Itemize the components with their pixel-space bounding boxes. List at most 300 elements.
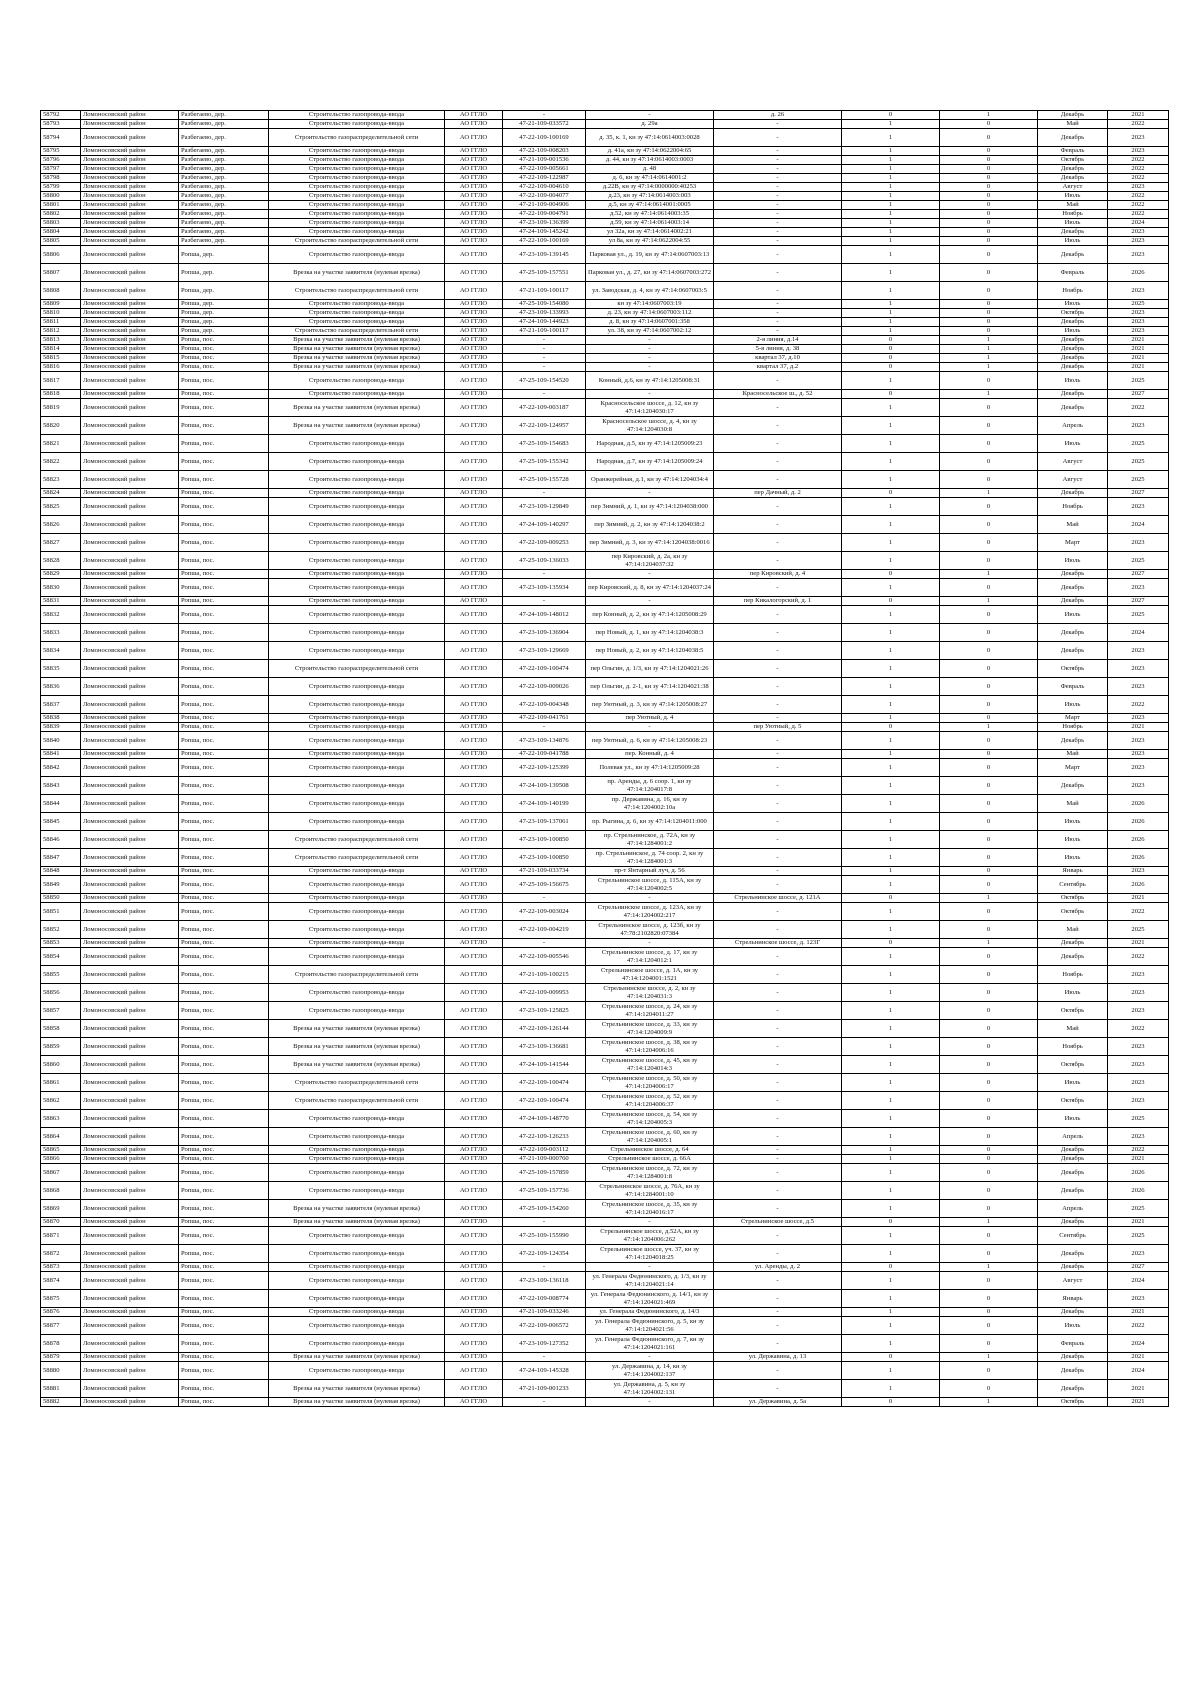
month-cell: Декабрь [1038, 1164, 1108, 1182]
target-address-cell: - [714, 1164, 842, 1182]
year-cell: 2021 [1108, 894, 1169, 903]
table-row [41, 696, 1169, 714]
contract-number-cell: 47-25-109-155728 [503, 471, 586, 489]
table-body [41, 111, 1169, 1407]
work-type-cell: Строительство газопровода-ввода [269, 795, 445, 813]
target-address-cell: Стрельнинское шоссе, д. 123Г [714, 939, 842, 948]
cadastral-address-cell: - [586, 345, 714, 354]
organization-cell: АО ГГЛО [445, 948, 503, 966]
work-type-cell: Строительство газопровода-ввода [269, 1164, 445, 1182]
target-address-cell: д. 26 [714, 111, 842, 120]
work-type-cell: Врезка на участке заявителя (нулевая врезка) [269, 354, 445, 363]
organization-cell: АО ГГЛО [445, 1272, 503, 1290]
contract-number-cell: - [503, 939, 586, 948]
target-address-cell: - [714, 120, 842, 129]
target-address-cell: - [714, 867, 842, 876]
target-address-cell: - [714, 984, 842, 1002]
month-cell: Ноябрь [1038, 210, 1108, 219]
cadastral-address-cell: Стрельнинское шоссе, д. 35, кн зу 47:14:1204016:17 [586, 1200, 714, 1218]
connected-count-cell: 1 [842, 984, 940, 1002]
contract-number-cell: 47-22-109-125399 [503, 759, 586, 777]
year-cell: 2026 [1108, 849, 1169, 867]
month-cell: Февраль [1038, 1335, 1108, 1353]
row-number-cell: 58863 [41, 1110, 81, 1128]
settlement-cell: Ропша, пос. [179, 750, 269, 759]
district-cell: Ломоносовский район [81, 1110, 179, 1128]
row-number-cell: 58825 [41, 498, 81, 516]
organization-cell: АО ГГЛО [445, 489, 503, 498]
cadastral-address-cell: пер Ольгин, д. 1/3, кн зу 47:14:1204021:26 [586, 660, 714, 678]
organization-cell: АО ГГЛО [445, 903, 503, 921]
month-cell: Ноябрь [1038, 498, 1108, 516]
row-number-cell: 58879 [41, 1353, 81, 1362]
planned-count-cell: 0 [940, 327, 1038, 336]
work-type-cell: Врезка на участке заявителя (нулевая врезка) [269, 264, 445, 282]
organization-cell: АО ГГЛО [445, 624, 503, 642]
month-cell: Октябрь [1038, 894, 1108, 903]
row-number-cell: 58858 [41, 1020, 81, 1038]
settlement-cell: Ропша, пос. [179, 1146, 269, 1155]
contract-number-cell: 47-22-109-009253 [503, 534, 586, 552]
connected-count-cell: 1 [842, 1362, 940, 1380]
year-cell: 2026 [1108, 1182, 1169, 1200]
contract-number-cell: 47-21-109-004906 [503, 201, 586, 210]
district-cell: Ломоносовский район [81, 921, 179, 939]
settlement-cell: Ропша, пос. [179, 516, 269, 534]
year-cell: 2023 [1108, 327, 1169, 336]
table-row [41, 624, 1169, 642]
year-cell: 2022 [1108, 1020, 1169, 1038]
organization-cell: АО ГГЛО [445, 435, 503, 453]
contract-number-cell: 47-23-109-129849 [503, 498, 586, 516]
work-type-cell: Строительство газораспределительной сети [269, 1074, 445, 1092]
planned-count-cell: 1 [940, 345, 1038, 354]
row-number-cell: 58847 [41, 849, 81, 867]
row-number-cell: 58811 [41, 318, 81, 327]
connected-count-cell: 1 [842, 876, 940, 894]
year-cell: 2021 [1108, 111, 1169, 120]
settlement-cell: Ропша, пос. [179, 1020, 269, 1038]
cadastral-address-cell: Полевая ул., кн зу 47:14:1205009:28 [586, 759, 714, 777]
work-type-cell: Строительство газораспределительной сети [269, 849, 445, 867]
table-row [41, 795, 1169, 813]
planned-count-cell: 0 [940, 876, 1038, 894]
organization-cell: АО ГГЛО [445, 1128, 503, 1146]
district-cell: Ломоносовский район [81, 156, 179, 165]
planned-count-cell: 0 [940, 984, 1038, 1002]
district-cell: Ломоносовский район [81, 867, 179, 876]
contract-number-cell: 47-23-109-127352 [503, 1335, 586, 1353]
target-address-cell: - [714, 813, 842, 831]
planned-count-cell: 0 [940, 777, 1038, 795]
district-cell: Ломоносовский район [81, 894, 179, 903]
month-cell: Декабрь [1038, 570, 1108, 579]
month-cell: Октябрь [1038, 903, 1108, 921]
year-cell: 2022 [1108, 948, 1169, 966]
organization-cell: АО ГГЛО [445, 471, 503, 489]
cadastral-address-cell: д. 41а, кн зу 47:14:0622004:65 [586, 147, 714, 156]
month-cell: Декабрь [1038, 336, 1108, 345]
row-number-cell: 58828 [41, 552, 81, 570]
connected-count-cell: 1 [842, 318, 940, 327]
settlement-cell: Ропша, пос. [179, 1110, 269, 1128]
organization-cell: АО ГГЛО [445, 417, 503, 435]
organization-cell: АО ГГЛО [445, 318, 503, 327]
cadastral-address-cell: д.22В, кн зу 47:14:0000000:40253 [586, 183, 714, 192]
table-row [41, 660, 1169, 678]
settlement-cell: Ропша, пос. [179, 1398, 269, 1407]
target-address-cell: - [714, 1272, 842, 1290]
district-cell: Ломоносовский район [81, 489, 179, 498]
district-cell: Ломоносовский район [81, 1335, 179, 1353]
district-cell: Ломоносовский район [81, 759, 179, 777]
year-cell: 2024 [1108, 1272, 1169, 1290]
district-cell: Ломоносовский район [81, 597, 179, 606]
settlement-cell: Ропша, пос. [179, 831, 269, 849]
district-cell: Ломоносовский район [81, 1362, 179, 1380]
target-address-cell: - [714, 750, 842, 759]
connected-count-cell: 1 [842, 156, 940, 165]
settlement-cell: Ропша, пос. [179, 624, 269, 642]
work-type-cell: Врезка на участке заявителя (нулевая врезка) [269, 1056, 445, 1074]
contract-number-cell: - [503, 597, 586, 606]
cadastral-address-cell: пер Уютный, д. 3, кн зу 47:14:1205008:27 [586, 696, 714, 714]
settlement-cell: Ропша, пос. [179, 795, 269, 813]
row-number-cell: 58814 [41, 345, 81, 354]
contract-number-cell: 47-24-109-145242 [503, 228, 586, 237]
cadastral-address-cell: Народная, д.7, кн зу 47:14:1205009:24 [586, 453, 714, 471]
work-type-cell: Строительство газопровода-ввода [269, 318, 445, 327]
connected-count-cell: 1 [842, 696, 940, 714]
cadastral-address-cell: д. 29а [586, 120, 714, 129]
month-cell: Декабрь [1038, 948, 1108, 966]
district-cell: Ломоносовский район [81, 1056, 179, 1074]
organization-cell: АО ГГЛО [445, 210, 503, 219]
row-number-cell: 58880 [41, 1362, 81, 1380]
month-cell: Декабрь [1038, 174, 1108, 183]
month-cell: Декабрь [1038, 624, 1108, 642]
settlement-cell: Ропша, пос. [179, 1227, 269, 1245]
table-row [41, 1146, 1169, 1155]
cadastral-address-cell: Стрельнинское шоссе, д. 45, кн зу 47:14:1204014:3 [586, 1056, 714, 1074]
target-address-cell: - [714, 165, 842, 174]
connected-count-cell: 0 [842, 111, 940, 120]
settlement-cell: Ропша, дер. [179, 300, 269, 309]
contract-number-cell: 47-24-109-139508 [503, 777, 586, 795]
work-type-cell: Строительство газораспределительной сети [269, 831, 445, 849]
work-type-cell: Врезка на участке заявителя (нулевая врезка) [269, 363, 445, 372]
year-cell: 2023 [1108, 714, 1169, 723]
connected-count-cell: 1 [842, 372, 940, 390]
month-cell: Июль [1038, 552, 1108, 570]
planned-count-cell: 0 [940, 417, 1038, 435]
month-cell: Июль [1038, 327, 1108, 336]
year-cell: 2023 [1108, 228, 1169, 237]
connected-count-cell: 1 [842, 327, 940, 336]
contract-number-cell: 47-22-109-126233 [503, 1128, 586, 1146]
target-address-cell: - [714, 624, 842, 642]
contract-number-cell: - [503, 363, 586, 372]
contract-number-cell: - [503, 1398, 586, 1407]
row-number-cell: 58832 [41, 606, 81, 624]
connected-count-cell: 1 [842, 813, 940, 831]
target-address-cell: пер Уютный, д. 5 [714, 723, 842, 732]
target-address-cell: - [714, 660, 842, 678]
planned-count-cell: 0 [940, 1128, 1038, 1146]
year-cell: 2026 [1108, 876, 1169, 894]
organization-cell: АО ГГЛО [445, 606, 503, 624]
organization-cell: АО ГГЛО [445, 1308, 503, 1317]
district-cell: Ломоносовский район [81, 624, 179, 642]
organization-cell: АО ГГЛО [445, 1227, 503, 1245]
year-cell: 2023 [1108, 759, 1169, 777]
cadastral-address-cell: пр. Стрельнинское, д. 72А, кн зу 47:14:1284001:2 [586, 831, 714, 849]
planned-count-cell: 0 [940, 399, 1038, 417]
target-address-cell: квартал 37, д.10 [714, 354, 842, 363]
cadastral-address-cell: - [586, 570, 714, 579]
contract-number-cell: 47-23-109-136681 [503, 1038, 586, 1056]
planned-count-cell: 0 [940, 498, 1038, 516]
organization-cell: АО ГГЛО [445, 1200, 503, 1218]
settlement-cell: Ропша, пос. [179, 1290, 269, 1308]
cadastral-address-cell: ул. Державина, д. 14, кн зу 47:14:1204002:137 [586, 1362, 714, 1380]
work-type-cell: Строительство газопровода-ввода [269, 876, 445, 894]
organization-cell: АО ГГЛО [445, 228, 503, 237]
month-cell: Ноябрь [1038, 282, 1108, 300]
target-address-cell: квартал 37, д.2 [714, 363, 842, 372]
table-row [41, 867, 1169, 876]
settlement-cell: Разбегаево, дер. [179, 129, 269, 147]
connected-count-cell: 1 [842, 264, 940, 282]
row-number-cell: 58816 [41, 363, 81, 372]
contract-number-cell: 47-24-109-148770 [503, 1110, 586, 1128]
work-type-cell: Строительство газопровода-ввода [269, 165, 445, 174]
year-cell: 2023 [1108, 417, 1169, 435]
target-address-cell: - [714, 552, 842, 570]
cadastral-address-cell: д. 8, кн зу 47:14:0607001:358 [586, 318, 714, 327]
connected-count-cell: 1 [842, 1290, 940, 1308]
table-row [41, 498, 1169, 516]
settlement-cell: Ропша, пос. [179, 354, 269, 363]
settlement-cell: Ропша, пос. [179, 1362, 269, 1380]
year-cell: 2025 [1108, 1227, 1169, 1245]
table-row [41, 435, 1169, 453]
target-address-cell: - [714, 399, 842, 417]
month-cell: Декабрь [1038, 129, 1108, 147]
work-type-cell: Строительство газопровода-ввода [269, 498, 445, 516]
settlement-cell: Ропша, пос. [179, 723, 269, 732]
row-number-cell: 58803 [41, 219, 81, 228]
month-cell: Май [1038, 750, 1108, 759]
organization-cell: АО ГГЛО [445, 795, 503, 813]
work-type-cell: Врезка на участке заявителя (нулевая врезка) [269, 399, 445, 417]
year-cell: 2025 [1108, 300, 1169, 309]
organization-cell: АО ГГЛО [445, 1038, 503, 1056]
target-address-cell: - [714, 246, 842, 264]
district-cell: Ломоносовский район [81, 201, 179, 210]
month-cell: Июль [1038, 1110, 1108, 1128]
contract-number-cell: 47-21-109-100117 [503, 327, 586, 336]
month-cell: Август [1038, 1272, 1108, 1290]
district-cell: Ломоносовский район [81, 1164, 179, 1182]
settlement-cell: Разбегаево, дер. [179, 111, 269, 120]
month-cell: Декабрь [1038, 399, 1108, 417]
settlement-cell: Ропша, пос. [179, 1164, 269, 1182]
year-cell: 2022 [1108, 903, 1169, 921]
settlement-cell: Ропша, дер. [179, 318, 269, 327]
planned-count-cell: 1 [940, 489, 1038, 498]
settlement-cell: Ропша, пос. [179, 489, 269, 498]
district-cell: Ломоносовский район [81, 876, 179, 894]
cadastral-address-cell: - [586, 597, 714, 606]
target-address-cell: - [714, 327, 842, 336]
table-row [41, 129, 1169, 147]
row-number-cell: 58826 [41, 516, 81, 534]
contract-number-cell: 47-24-109-141544 [503, 1056, 586, 1074]
cadastral-address-cell: д. 48 [586, 165, 714, 174]
organization-cell: АО ГГЛО [445, 1092, 503, 1110]
organization-cell: АО ГГЛО [445, 390, 503, 399]
connected-count-cell: 1 [842, 300, 940, 309]
target-address-cell: - [714, 876, 842, 894]
planned-count-cell: 1 [940, 570, 1038, 579]
month-cell: Декабрь [1038, 1218, 1108, 1227]
year-cell: 2025 [1108, 606, 1169, 624]
organization-cell: АО ГГЛО [445, 894, 503, 903]
connected-count-cell: 1 [842, 1380, 940, 1398]
cadastral-address-cell: Красносельское шоссе, д. 4, кн зу 47:14:1204030:8 [586, 417, 714, 435]
row-number-cell: 58855 [41, 966, 81, 984]
target-address-cell: - [714, 1092, 842, 1110]
settlement-cell: Разбегаево, дер. [179, 183, 269, 192]
target-address-cell: - [714, 147, 842, 156]
planned-count-cell: 0 [940, 678, 1038, 696]
table-row [41, 219, 1169, 228]
connected-count-cell: 1 [842, 246, 940, 264]
year-cell: 2023 [1108, 183, 1169, 192]
table-row [41, 714, 1169, 723]
target-address-cell: - [714, 1308, 842, 1317]
work-type-cell: Строительство газопровода-ввода [269, 939, 445, 948]
work-type-cell: Строительство газопровода-ввода [269, 471, 445, 489]
district-cell: Ломоносовский район [81, 570, 179, 579]
row-number-cell: 58800 [41, 192, 81, 201]
connected-count-cell: 1 [842, 228, 940, 237]
planned-count-cell: 0 [940, 156, 1038, 165]
settlement-cell: Ропша, пос. [179, 1317, 269, 1335]
target-address-cell: - [714, 579, 842, 597]
organization-cell: АО ГГЛО [445, 1245, 503, 1263]
month-cell: Октябрь [1038, 1002, 1108, 1020]
connected-count-cell: 1 [842, 1317, 940, 1335]
district-cell: Ломоносовский район [81, 714, 179, 723]
year-cell: 2023 [1108, 237, 1169, 246]
organization-cell: АО ГГЛО [445, 570, 503, 579]
year-cell: 2023 [1108, 282, 1169, 300]
connected-count-cell: 1 [842, 552, 940, 570]
year-cell: 2021 [1108, 363, 1169, 372]
district-cell: Ломоносовский район [81, 1218, 179, 1227]
planned-count-cell: 0 [940, 1380, 1038, 1398]
contract-number-cell: 47-22-109-003112 [503, 1146, 586, 1155]
settlement-cell: Ропша, пос. [179, 1353, 269, 1362]
work-type-cell: Строительство газопровода-ввода [269, 759, 445, 777]
settlement-cell: Ропша, пос. [179, 777, 269, 795]
settlement-cell: Ропша, пос. [179, 1272, 269, 1290]
settlement-cell: Ропша, пос. [179, 606, 269, 624]
planned-count-cell: 0 [940, 1308, 1038, 1317]
year-cell: 2021 [1108, 1398, 1169, 1407]
connected-count-cell: 1 [842, 129, 940, 147]
year-cell: 2025 [1108, 435, 1169, 453]
cadastral-address-cell: ул. 38, кн зу 47:14:0607002:12 [586, 327, 714, 336]
contract-number-cell: 47-22-109-100474 [503, 1074, 586, 1092]
planned-count-cell: 1 [940, 939, 1038, 948]
contract-number-cell: 47-22-109-004077 [503, 192, 586, 201]
contract-number-cell: 47-23-109-134876 [503, 732, 586, 750]
year-cell: 2024 [1108, 624, 1169, 642]
planned-count-cell: 0 [940, 1290, 1038, 1308]
row-number-cell: 58822 [41, 453, 81, 471]
month-cell: Август [1038, 183, 1108, 192]
connected-count-cell: 1 [842, 399, 940, 417]
cadastral-address-cell: Народная, д.5, кн зу 47:14:1205009:23 [586, 435, 714, 453]
district-cell: Ломоносовский район [81, 831, 179, 849]
planned-count-cell: 1 [940, 1218, 1038, 1227]
target-address-cell: 5-я линия, д. 38 [714, 345, 842, 354]
work-type-cell: Строительство газопровода-ввода [269, 1317, 445, 1335]
target-address-cell: пер Дачный, д. 2 [714, 489, 842, 498]
row-number-cell: 58802 [41, 210, 81, 219]
row-number-cell: 58864 [41, 1128, 81, 1146]
month-cell: Февраль [1038, 147, 1108, 156]
month-cell: Июль [1038, 219, 1108, 228]
work-type-cell: Строительство газораспределительной сети [269, 237, 445, 246]
settlement-cell: Разбегаево, дер. [179, 237, 269, 246]
organization-cell: АО ГГЛО [445, 237, 503, 246]
work-type-cell: Строительство газопровода-ввода [269, 570, 445, 579]
table-row [41, 489, 1169, 498]
month-cell: Май [1038, 120, 1108, 129]
year-cell: 2021 [1108, 1155, 1169, 1164]
connected-count-cell: 1 [842, 678, 940, 696]
planned-count-cell: 0 [940, 1002, 1038, 1020]
district-cell: Ломоносовский район [81, 1002, 179, 1020]
settlement-cell: Ропша, пос. [179, 345, 269, 354]
table-row [41, 453, 1169, 471]
target-address-cell: - [714, 237, 842, 246]
year-cell: 2023 [1108, 1128, 1169, 1146]
work-type-cell: Врезка на участке заявителя (нулевая врезка) [269, 1218, 445, 1227]
month-cell: Сентябрь [1038, 1227, 1108, 1245]
month-cell: Август [1038, 471, 1108, 489]
table-row [41, 1263, 1169, 1272]
planned-count-cell: 0 [940, 813, 1038, 831]
cadastral-address-cell: пер Уютный, д. 6, кн зу 47:14:1205008:23 [586, 732, 714, 750]
target-address-cell: - [714, 1155, 842, 1164]
contract-number-cell: - [503, 345, 586, 354]
row-number-cell: 58820 [41, 417, 81, 435]
cadastral-address-cell: пер Уютный, д. 4 [586, 714, 714, 723]
table-row [41, 570, 1169, 579]
row-number-cell: 58869 [41, 1200, 81, 1218]
table-row [41, 1308, 1169, 1317]
contract-number-cell: 47-22-109-008203 [503, 147, 586, 156]
work-type-cell: Строительство газопровода-ввода [269, 489, 445, 498]
work-type-cell: Строительство газопровода-ввода [269, 1146, 445, 1155]
connected-count-cell: 1 [842, 795, 940, 813]
district-cell: Ломоносовский район [81, 1245, 179, 1263]
